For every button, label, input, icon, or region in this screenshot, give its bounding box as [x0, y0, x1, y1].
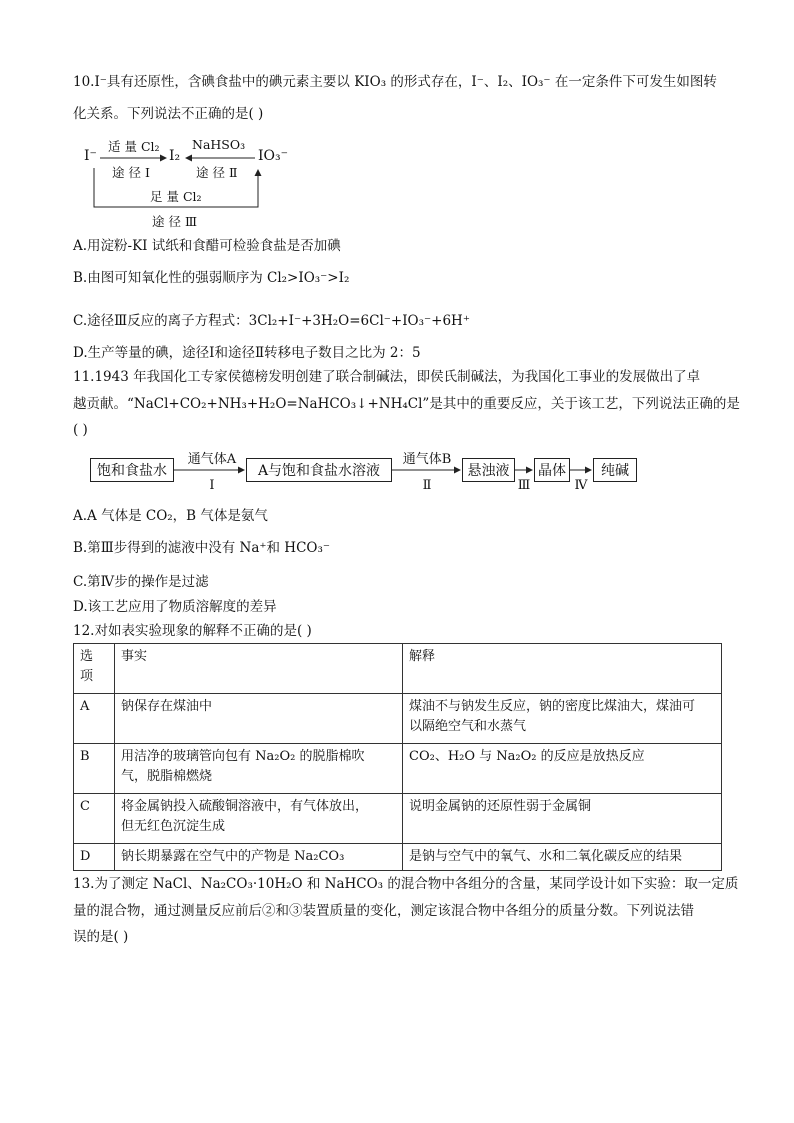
row-d-explanation [403, 844, 722, 871]
q11-option-a: A.A 气体是 CO₂，B 气体是氨气 [73, 508, 268, 524]
row-a-explanation [403, 694, 722, 744]
row-a-expl-l1: 煤油不与钠发生反应，钠的密度比煤油大，煤油可 [409, 699, 696, 714]
row-c-fact-l2: 但无红色沉淀生成 [121, 819, 226, 834]
table-row [74, 844, 722, 871]
header-option-l1: 选 [80, 649, 94, 664]
row-b-explanation [403, 744, 722, 794]
row-c-expl-l1: 说明金属钠的还原性弱于金属铜 [409, 799, 592, 814]
table-row [74, 694, 722, 744]
flow-arrow1-label: 通气体A [187, 452, 237, 467]
q10-diagram [80, 132, 300, 232]
diagram-iodate: IO₃⁻ [258, 148, 289, 164]
path2-label: 途 径 Ⅱ [196, 165, 238, 180]
row-b-expl-l1: CO₂、H₂O 与 Na₂O₂ 的反应是放热反应 [409, 749, 645, 764]
path3-reagent: 足 量 Cl₂ [150, 189, 202, 204]
header-option [74, 644, 115, 694]
header-option-l2: 项 [80, 669, 94, 684]
path1-label: 途 径 Ⅰ [112, 165, 150, 180]
flow-step2: Ⅱ [422, 478, 432, 493]
q12-stem: 12.对如表实验现象的解释不正确的是( ) [73, 623, 312, 639]
q13-stem-line3: 误的是( ) [73, 929, 129, 945]
flow-box-crystal: 晶体 [534, 458, 570, 482]
q13-stem-line2: 量的混合物，通过测量反应前后②和③装置质量的变化，测定该混合物中各组分的质量分数。下列说法错 [73, 903, 694, 919]
row-b-fact-l2: 气，脱脂棉燃烧 [121, 769, 213, 784]
row-a-expl-l2: 以隔绝空气和水蒸气 [409, 719, 527, 734]
row-d-fact [115, 844, 403, 871]
q10-option-b: B.由图可知氧化性的强弱顺序为 Cl₂>IO₃⁻>I₂ [73, 270, 350, 286]
flow-step1: Ⅰ [209, 478, 215, 493]
row-c-fact-l1: 将金属钠投入硫酸铜溶液中，有气体放出， [121, 799, 369, 814]
diagram-iodine: I₂ [169, 148, 181, 164]
flow-box-brine: 饱和食盐水 [90, 458, 174, 482]
q11-option-c: C.第Ⅳ步的操作是过滤 [73, 574, 209, 590]
diagram-iodide: I⁻ [84, 148, 97, 164]
header-fact: 事实 [115, 644, 403, 694]
row-c-option: C [74, 794, 115, 844]
table-row [74, 794, 722, 844]
row-a-fact-l1: 钠保存在煤油中 [121, 699, 213, 714]
q10-option-c: C.途径Ⅲ反应的离子方程式：3Cl₂+I⁻+3H₂O=6Cl⁻+IO₃⁻+6H⁺ [73, 313, 470, 329]
row-c-fact [115, 794, 403, 844]
row-d-option: D [74, 844, 115, 871]
flow-step4: Ⅳ [574, 478, 588, 493]
q10-stem-line1: 10.I⁻具有还原性，含碘食盐中的碘元素主要以 KIO₃ 的形式存在，I⁻、I₂、IO₃⁻ 在一定条件下可发生如图转 [73, 74, 717, 90]
flow-step3: Ⅲ [517, 478, 531, 493]
row-b-fact-l1: 用洁净的玻璃管向包有 Na₂O₂ 的脱脂棉吹 [121, 749, 365, 764]
path1-reagent: 适 量 Cl₂ [108, 139, 160, 154]
flow-box-suspension: 悬浊液 [462, 458, 515, 482]
q11-stem-line1: 11.1943 年我国化工专家侯德榜发明创建了联合制碱法，即侯氏制碱法，为我国化工事业的发展做出了卓 [73, 369, 701, 385]
q10-option-a: A.用淀粉-KI 试纸和食醋可检验食盐是否加碘 [73, 238, 341, 254]
table-header-row [74, 644, 722, 694]
q11-option-d: D.该工艺应用了物质溶解度的差异 [73, 599, 277, 615]
q10-option-d: D.生产等量的碘，途径Ⅰ和途径Ⅱ转移电子数目之比为 2：5 [73, 345, 421, 361]
q11-option-b: B.第Ⅲ步得到的滤液中没有 Na⁺和 HCO₃⁻ [73, 540, 331, 556]
row-a-fact [115, 694, 403, 744]
flow-box-solution: A与饱和食盐水溶液 [246, 458, 392, 482]
path3-label: 途 径 Ⅲ [152, 214, 198, 229]
q11-stem-line2: 越贡献。“NaCl+CO₂+NH₃+H₂O=NaHCO₃↓+NH₄Cl”是其中的重要反应，关于该工艺，下列说法正确的是 [73, 396, 740, 412]
q12-table [73, 643, 722, 871]
q11-flowchart [90, 448, 650, 500]
row-c-explanation [403, 794, 722, 844]
table-row [74, 744, 722, 794]
row-a-option: A [74, 694, 115, 744]
flow-arrow2-label: 通气体B [402, 452, 452, 467]
q13-stem-line1: 13.为了测定 NaCl、Na₂CO₃·10H₂O 和 NaHCO₃ 的混合物中各组分的含量，某同学设计如下实验：取一定质 [73, 876, 739, 892]
row-d-expl-l1: 是钠与空气中的氧气、水和二氧化碳反应的结果 [409, 849, 683, 864]
header-explanation: 解释 [403, 644, 722, 694]
row-b-fact [115, 744, 403, 794]
flow-box-soda-ash: 纯碱 [593, 458, 637, 482]
q10-stem-line2: 化关系。下列说法不正确的是( ) [73, 106, 264, 122]
q11-stem-line3: ( ) [73, 422, 88, 438]
row-d-fact-l1: 钠长期暴露在空气中的产物是 Na₂CO₃ [121, 849, 345, 864]
row-b-option: B [74, 744, 115, 794]
path2-reagent: NaHSO₃ [192, 137, 246, 152]
